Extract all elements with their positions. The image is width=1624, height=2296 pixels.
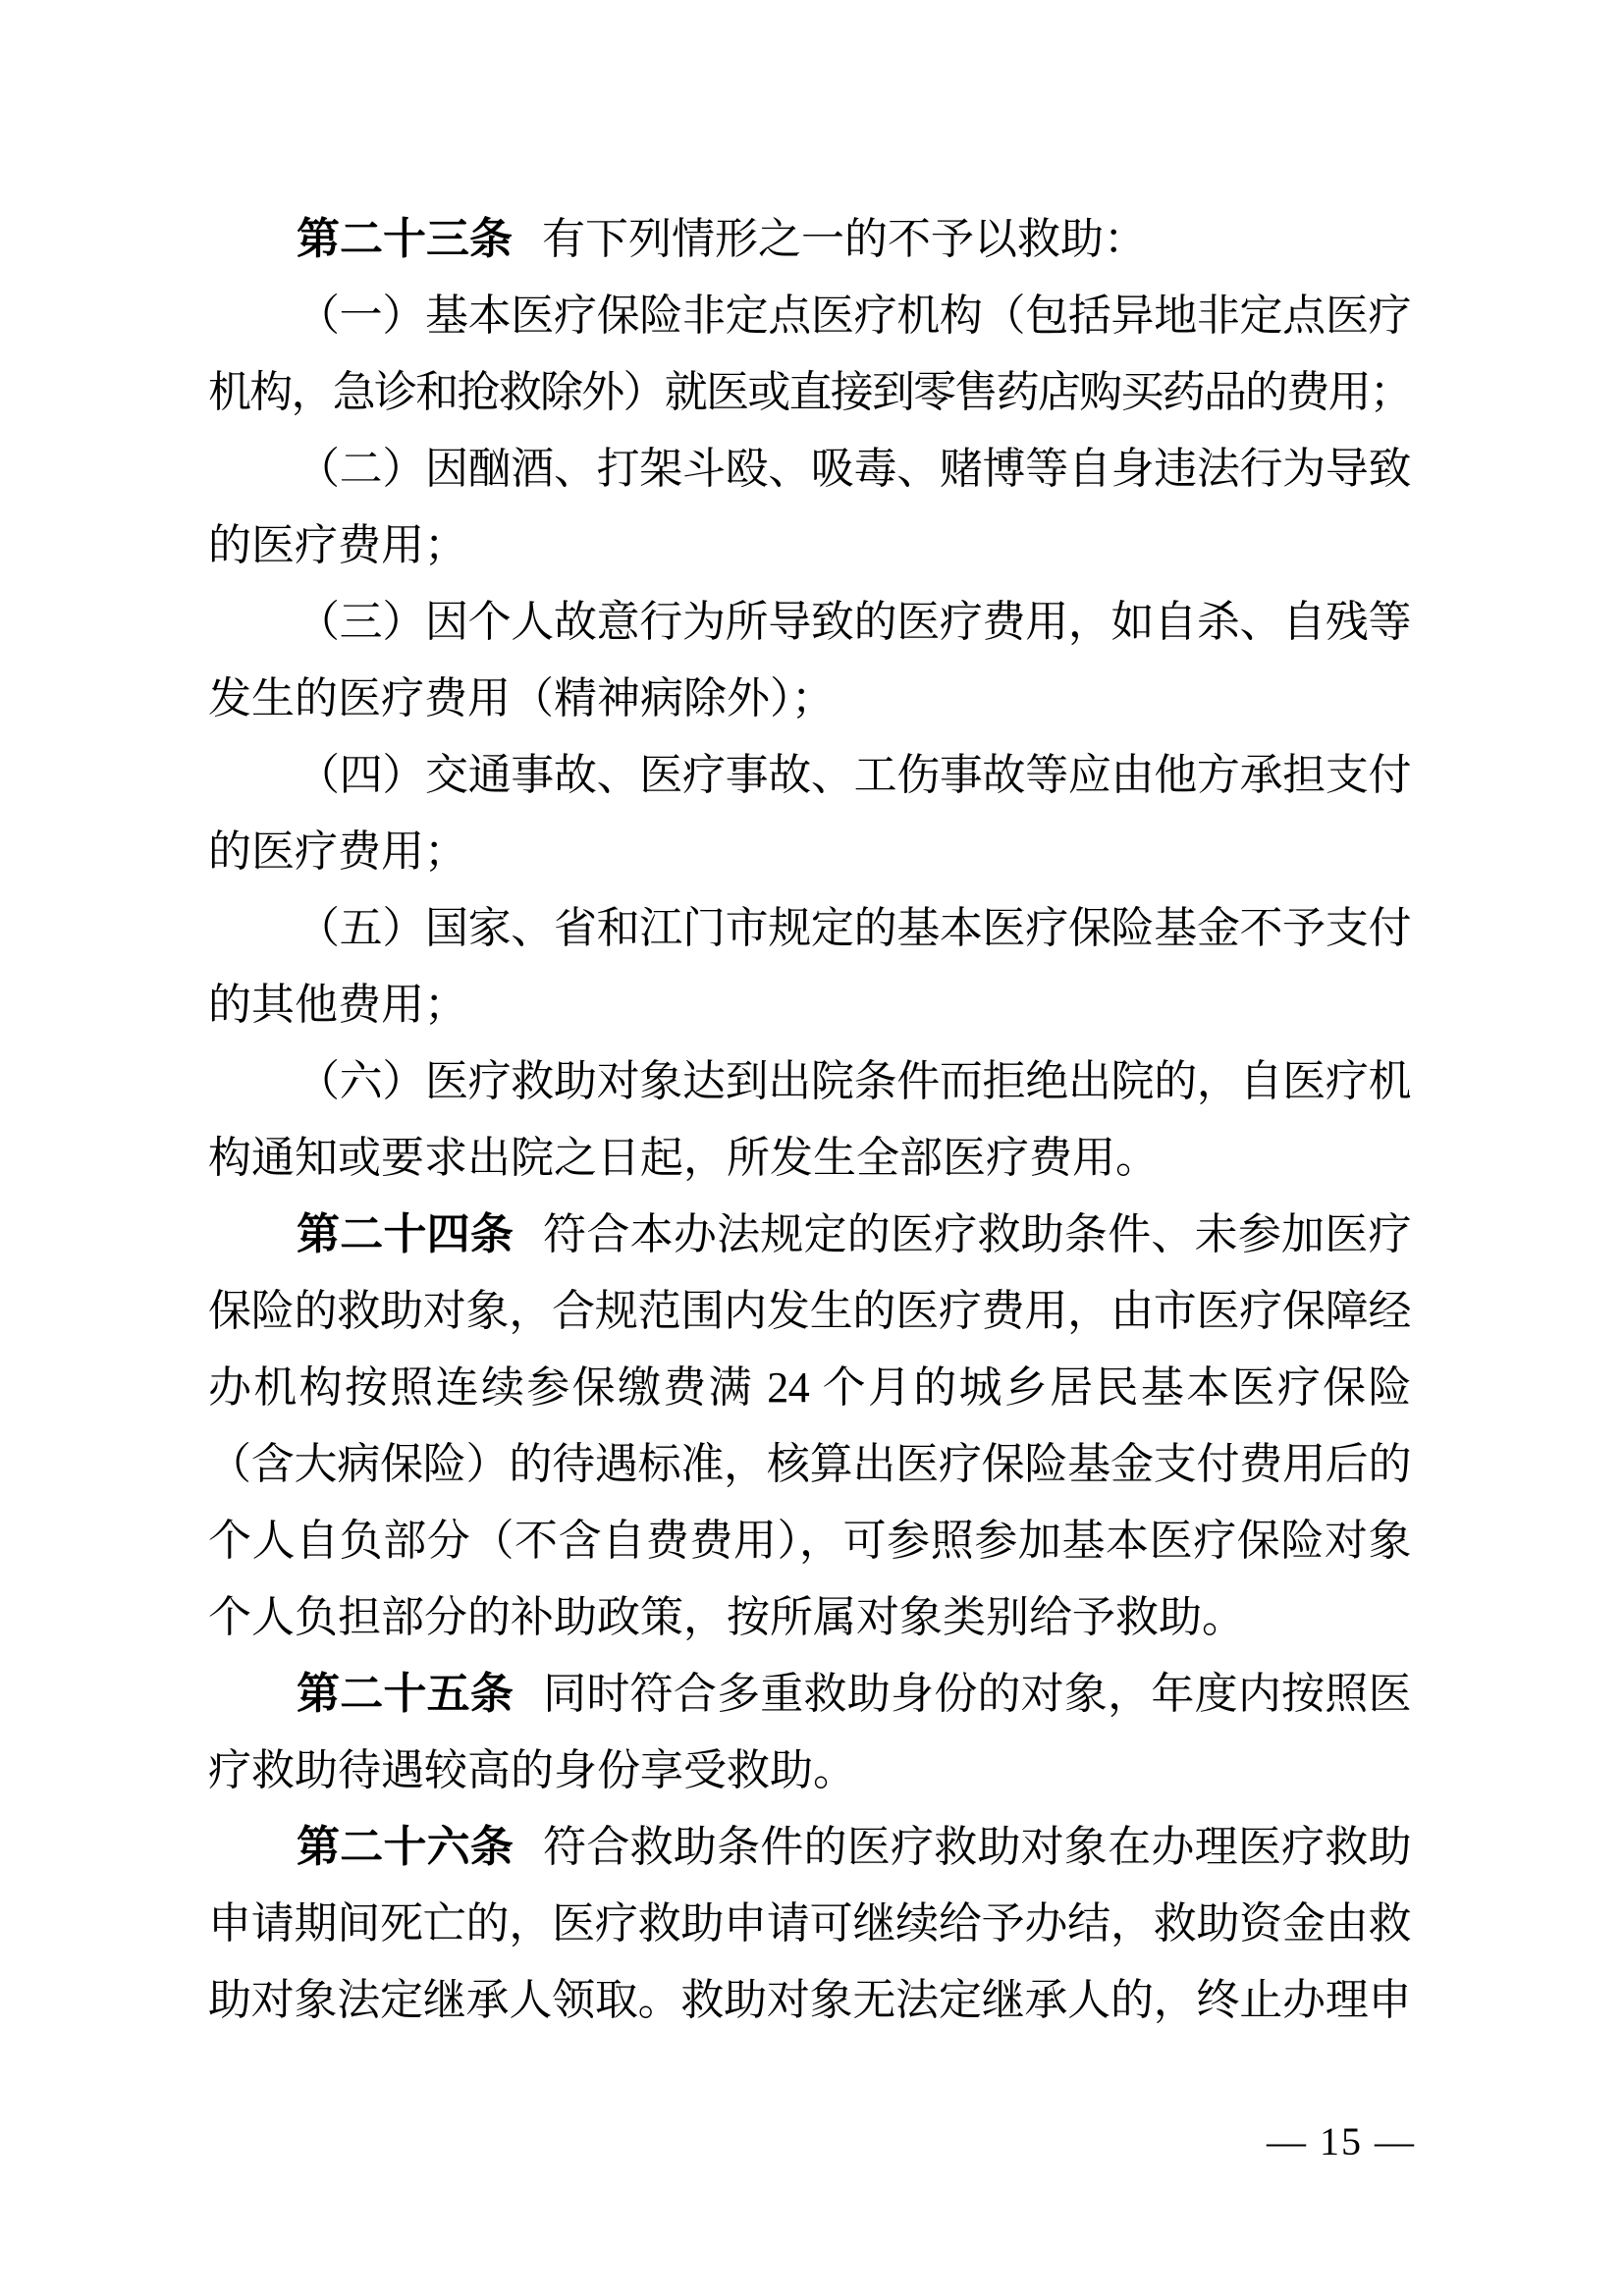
document-line: （四）交通事故、医疗事故、工伤事故等应由他方承担支付 [297, 751, 1411, 799]
article-number: 第二十五条 [297, 1670, 514, 1718]
document-line: 疗救助待遇较高的身份享受救助。 [208, 1746, 856, 1794]
document-line: 发生的医疗费用（精神病除外）； [208, 674, 835, 722]
line-text: 有下列情形之一的不予以救助： [542, 215, 1147, 263]
document-line: （含大病保险）的待遇标准，核算出医疗保险基金支付费用后的 [208, 1440, 1411, 1488]
document-line: （三）因个人故意行为所导致的医疗费用，如自杀、自残等 [297, 598, 1411, 646]
document-line: 申请期间死亡的，医疗救助申请可继续给予办结，救助资金由救 [208, 1899, 1411, 1948]
document-line: 个人负担部分的补助政策，按所属对象类别给予救助。 [208, 1593, 1245, 1641]
document-line: 的医疗费用； [208, 521, 467, 569]
document-line: 的其他费用； [208, 981, 467, 1029]
article-number: 第二十四条 [297, 1210, 514, 1258]
document-line: （二）因酗酒、打架斗殴、吸毒、赌博等自身违法行为导致 [297, 445, 1411, 493]
document-body [208, 201, 1411, 2039]
article-number: 第二十六条 [297, 1823, 514, 1871]
page-number: — 15 — [1267, 2119, 1416, 2163]
document-line: 个人自负部分（不含自费费用），可参照参加基本医疗保险对象 [208, 1517, 1411, 1565]
document-line [208, 1197, 1411, 1273]
document-line [208, 201, 1411, 278]
line-text: 符合本办法规定的医疗救助条件、未参加医疗 [543, 1210, 1412, 1258]
document-line: 保险的救助对象，合规范围内发生的医疗费用，由市医疗保障经 [208, 1287, 1411, 1335]
document-line: 构通知或要求出院之日起，所发生全部医疗费用。 [208, 1134, 1159, 1182]
document-line [208, 1809, 1411, 1886]
document-line: （六）医疗救助对象达到出院条件而拒绝出院的，自医疗机 [297, 1057, 1411, 1105]
line-text: 符合救助条件的医疗救助对象在办理医疗救助 [543, 1823, 1412, 1871]
document-line: 办机构按照连续参保缴费满 24 个月的城乡居民基本医疗保险 [208, 1363, 1411, 1412]
line-text: 同时符合多重救助身份的对象，年度内按照医 [543, 1670, 1412, 1718]
article-number: 第二十三条 [297, 215, 513, 263]
document-line: （一）基本医疗保险非定点医疗机构（包括异地非定点医疗 [297, 292, 1411, 340]
document-line: 机构，急诊和抢救除外）就医或直接到零售药店购买药品的费用； [208, 368, 1411, 416]
document-line [208, 1656, 1411, 1733]
document-line: 的医疗费用； [208, 828, 467, 876]
document-line: 助对象法定继承人领取。救助对象无法定继承人的，终止办理申 [208, 1976, 1411, 2024]
document-line: （五）国家、省和江门市规定的基本医疗保险基金不予支付 [297, 904, 1411, 952]
